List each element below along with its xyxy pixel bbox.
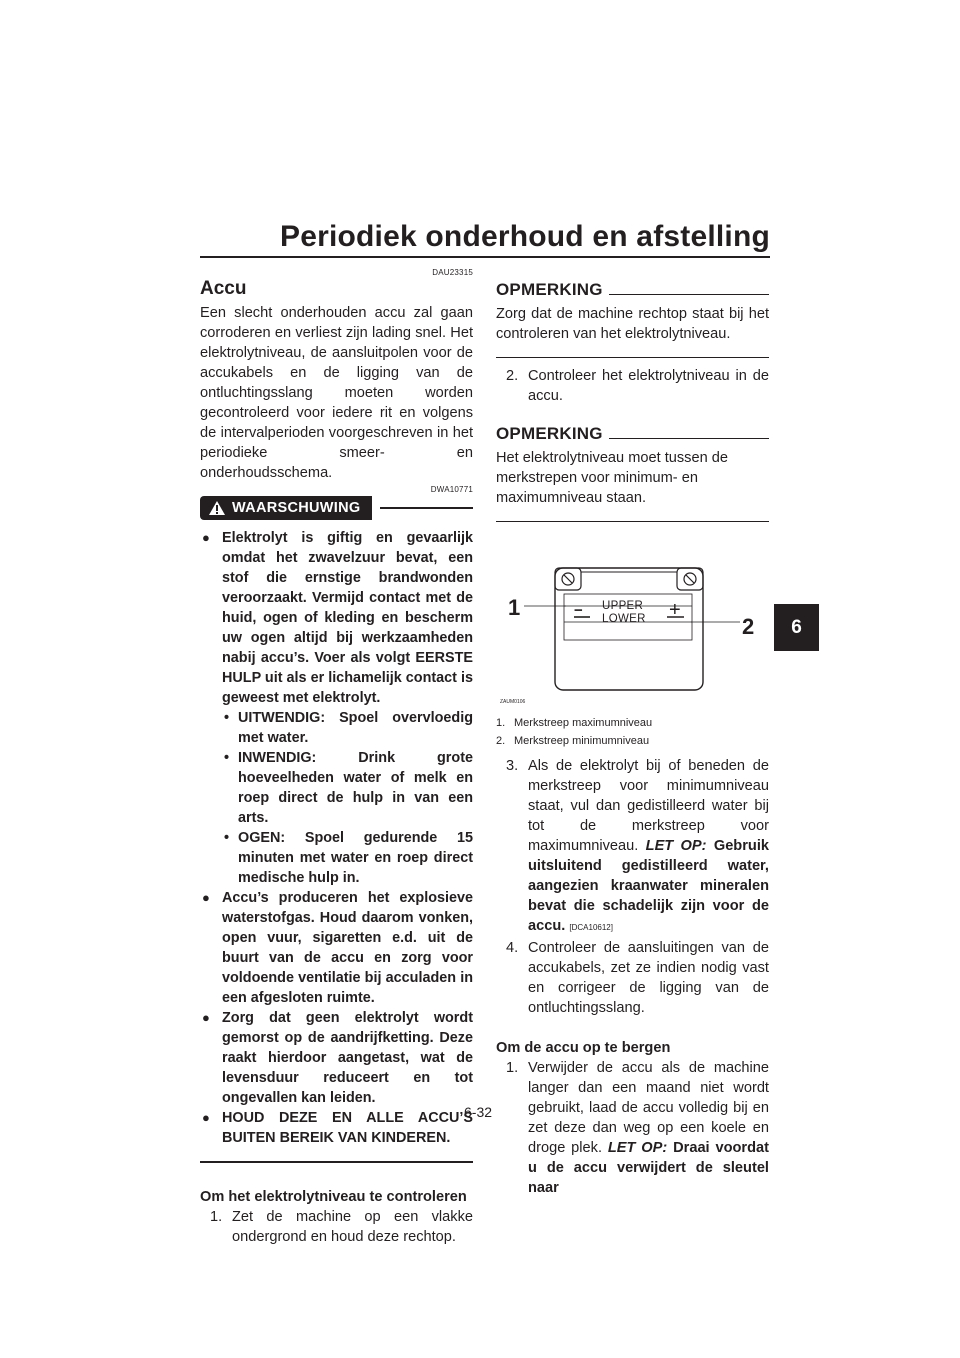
note-text: Het elektrolytniveau moet tussen de merkstrepen voor minimum- en maximumniveau staan. — [496, 450, 729, 506]
check-heading: Om het elektrolytniveau te controleren — [200, 1189, 467, 1205]
check-step — [496, 756, 769, 938]
intro-paragraph: Een slecht onderhouden accu zal gaan corroderen en verliest zijn lading snel. Het elektrolytniveau, de aansluitpolen voor de accukabels en de ligging van de ontluchtingsslang moeten worden gecontroleerd voor iedere rit en volgens de intervalperioden voorgeschreven in het periodieke smeer- en onderhoudsschema. — [200, 305, 473, 481]
note-rule — [609, 438, 769, 439]
warning-badge — [200, 496, 372, 520]
note-text: Zorg dat de machine rechtop staat bij het controleren van het elektrolytniveau. — [496, 306, 769, 342]
storage-steps — [496, 1058, 769, 1198]
right-column — [496, 280, 769, 1198]
figure-caption-1 — [496, 714, 769, 732]
lower-mark-label: LOWER — [602, 613, 646, 625]
warning-header — [200, 496, 473, 520]
check-steps — [200, 1207, 473, 1247]
section-title: Accu — [200, 278, 247, 299]
callout-1: 1 — [508, 595, 521, 620]
note-label: OPMERKING — [496, 424, 603, 443]
caption-number: 2. — [496, 735, 506, 747]
page-number: 6-32 — [464, 1104, 493, 1120]
note-header — [496, 280, 769, 300]
check-step — [496, 366, 769, 406]
warning-triangle-icon — [208, 500, 226, 516]
notice-code: [DCA10612] — [569, 923, 613, 932]
step-number: 4. — [506, 940, 519, 956]
note-header — [496, 424, 769, 444]
figure-code: ZAUM0106 — [500, 699, 526, 705]
step-number: 1. — [210, 1209, 223, 1225]
check-step — [496, 938, 769, 1018]
check-steps-continued — [496, 366, 769, 406]
note-end-rule — [496, 521, 769, 522]
minus-terminal-label: − — [574, 602, 583, 619]
warning-item-text: Elektrolyt is giftig en gevaarlijk omdat het zwavelzuur bevat, een stof die ernstige brandwonden veroorzaakt. Vermijd contact met de huid, ogen of kleding en bescherm uw ogen altijd bij werkzaamheden nabij accu’s. Voer als volgt EERSTE HULP uit als er lichamelijk contact is geweest met elektrolyt. — [222, 530, 473, 706]
step-text: Als de elektrolyt bij of beneden de merkstreep voor minimumniveau staat, vul dan gedistilleerd water bij tot de merkstreep voor maximumniveau. — [528, 758, 769, 854]
first-aid-item: • INWENDIG: Drink grote hoeveelheden water of melk en roep direct de hulp in van een arts. — [222, 748, 473, 828]
caption-text: Merkstreep maximumniveau — [514, 717, 653, 729]
notice-label: LET OP: — [607, 1140, 668, 1156]
warning-rule — [380, 507, 473, 509]
warning-end-rule — [200, 1161, 473, 1163]
caption-text: Merkstreep minimumniveau — [514, 735, 650, 747]
left-column — [200, 268, 473, 1247]
check-step — [200, 1207, 473, 1247]
step-number: 3. — [506, 758, 519, 774]
page-title: Periodiek onderhoud en afstelling — [280, 220, 770, 253]
notice-text: Gebruik uitsluitend gedistilleerd water, aangezien kraanwater mineralen bevat die schadelijk zijn voor de accu. — [528, 838, 769, 934]
notice-label: LET OP: — [645, 838, 707, 854]
storage-step — [496, 1058, 769, 1198]
note-label: OPMERKING — [496, 280, 603, 299]
first-aid-item: • UITWENDIG: Spoel overvloedig met water. — [222, 708, 473, 748]
header-rule — [200, 256, 770, 258]
warning-item: ● Accu’s produceren het explosieve waterstofgas. Houd daarom vonken, open vuur, sigaretten e.d. uit de buurt van de accu en zorg voor voldoende ventilatie bij acculaden in een afgesloten ruimte. — [200, 888, 473, 1008]
plus-terminal-label: + — [669, 599, 681, 621]
first-aid-item: • OGEN: Spoel gedurende 15 minuten met water en roep direct medische hulp in. — [222, 828, 473, 888]
callout-2: 2 — [742, 614, 755, 639]
warning-code: DWA10771 — [430, 485, 473, 494]
note-end-rule — [496, 357, 769, 358]
terminal-bolt-icon — [562, 573, 574, 585]
warning-item: ● Zorg dat geen elektrolyt wordt gemorst op de aandrijfketting. Deze raakt hierdoor aangetast, wat de levensduur reduceert en tot ongevallen kan leiden. — [200, 1008, 473, 1108]
warning-item: ● HOUD DEZE EN ALLE ACCU’S BUITEN BEREIK VAN KINDEREN. — [200, 1108, 473, 1148]
terminal-bolt-icon — [684, 573, 696, 585]
step-number: 2. — [506, 368, 519, 384]
step-number: 1. — [506, 1060, 519, 1076]
first-aid-list — [222, 708, 473, 888]
storage-heading: Om de accu op te bergen — [496, 1040, 671, 1056]
warning-list — [200, 528, 473, 1148]
check-steps-continued — [496, 756, 769, 1018]
note-rule — [609, 294, 769, 295]
step-text: Controleer het elektrolytniveau in de accu. — [528, 368, 769, 404]
chapter-tab: 6 — [774, 604, 819, 651]
warning-item — [200, 528, 473, 888]
notice-text: Draai voordat u de accu verwijdert de sleutel naar — [528, 1140, 769, 1196]
figure-caption-2 — [496, 732, 769, 750]
warning-label: WAARSCHUWING — [232, 500, 361, 516]
battery-figure — [496, 534, 769, 714]
step-text: Verwijder de accu als de machine langer dan een maand niet wordt gebruikt, laad de accu volledig bij en zet deze dan weg op een koele en droge plek. — [528, 1060, 769, 1156]
caption-number: 1. — [496, 717, 506, 729]
step-text: Zet de machine op een vlakke ondergrond en houd deze rechtop. — [232, 1209, 473, 1245]
section-code: DAU23315 — [432, 268, 473, 277]
upper-mark-label: UPPER — [602, 600, 644, 612]
step-text: Controleer de aansluitingen van de accukabels, zet ze indien nodig vast en corrigeer de ligging van de ontluchtingsslang. — [528, 940, 769, 1016]
